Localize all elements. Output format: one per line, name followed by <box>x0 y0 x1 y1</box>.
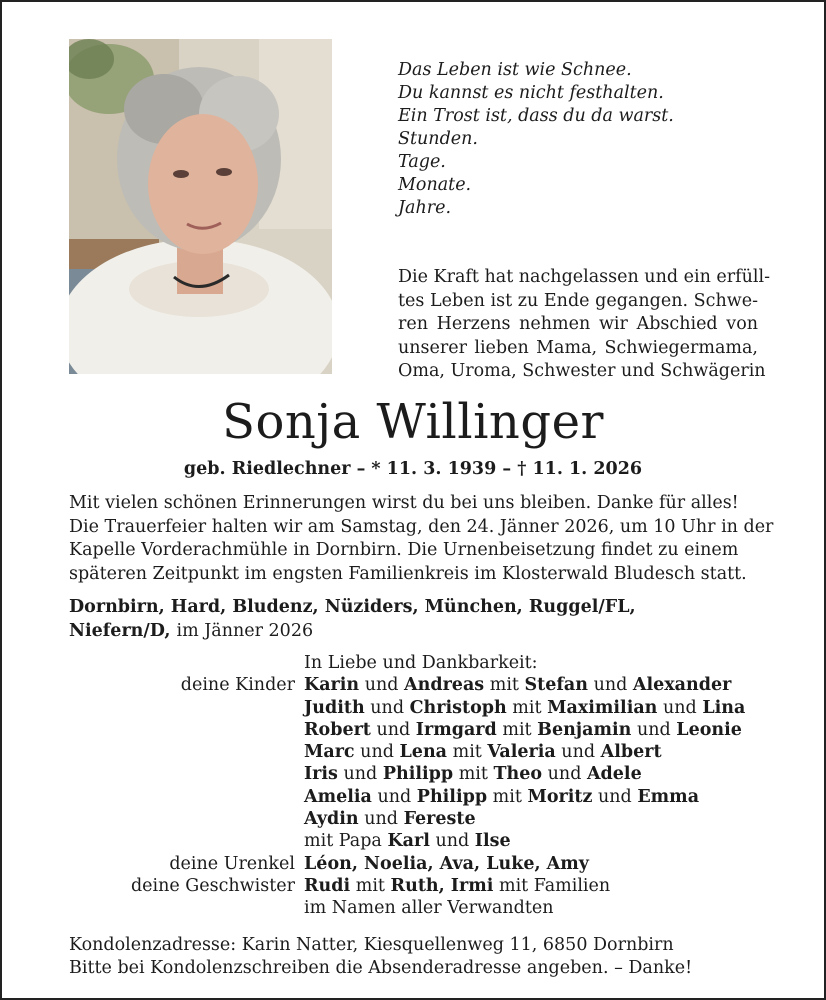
body-line: Mit vielen schönen Erinnerungen wirst du bei uns bleiben. Danke für alles! <box>69 493 739 513</box>
places-date: im Jänner 2026 <box>176 621 314 641</box>
places-line: Dornbirn, Hard, Bludenz, Nüziders, München, Ruggel/FL, <box>69 597 636 617</box>
poem-line: Jahre. <box>398 198 452 218</box>
poem-line: Du kannst es nicht festhalten. <box>398 83 664 103</box>
intro-line: ren Herzens nehmen wir Abschied von <box>398 314 758 334</box>
body-text <box>69 492 774 586</box>
urenkel-names: Léon, Noelia, Ava, Luke, Amy <box>304 853 589 874</box>
places <box>69 595 636 643</box>
body-line: Die Trauerfeier halten wir am Samstag, den 24. Jänner 2026, um 10 Uhr in der <box>69 516 774 537</box>
family-line: Iris und Philipp mit Theo und Adele <box>304 764 642 785</box>
footer <box>69 934 692 980</box>
body-line: späteren Zeitpunkt im engsten Familienkreis im Klosterwald Bludesch statt. <box>69 563 747 584</box>
intro-line: tes Leben ist zu Ende gegangen. Schwe- <box>398 290 758 311</box>
urenkel-label: deine Urenkel <box>169 853 295 874</box>
geschwister-names: Rudi mit Ruth, Irmi mit Familien <box>304 875 611 896</box>
intro-text <box>398 266 770 384</box>
verwandte-line: im Namen aller Verwandten <box>304 898 554 919</box>
poem-line: Monate. <box>398 175 472 195</box>
family-line: Amelia und Philipp mit Moritz und Emma <box>304 786 700 807</box>
poem-line: Tage. <box>398 152 446 172</box>
mourners-heading: In Liebe und Dankbarkeit: <box>304 653 538 673</box>
family-line: Karin und Andreas mit Stefan und Alexander <box>304 675 732 696</box>
kinder-label: deine Kinder <box>180 675 295 696</box>
family-line: Robert und Irmgard mit Benjamin und Leonie <box>304 719 742 740</box>
intro-line: Die Kraft hat nachgelassen und ein erfüll- <box>398 267 770 287</box>
deceased-name: Sonja Willinger <box>222 394 604 450</box>
family-line: Aydin und Fereste <box>304 809 476 830</box>
intro-line: unserer lieben Mama, Schwiegermama, <box>398 337 758 358</box>
mourners <box>0 652 826 920</box>
places-line: Niefern/D, <box>69 621 171 641</box>
portrait-photo <box>69 39 332 374</box>
poem-line: Stunden. <box>398 129 478 149</box>
family-line: Marc und Lena mit Valeria und Albert <box>304 742 662 763</box>
condolence-address: Kondolenzadresse: Karin Natter, Kiesquellenweg 11, 6850 Dornbirn <box>69 935 674 955</box>
body-line: Kapelle Vorderachmühle in Dornbirn. Die Urnenbeisetzung findet zu einem <box>69 540 739 560</box>
papa-line: mit Papa Karl und Ilse <box>304 831 511 852</box>
geschwister-label: deine Geschwister <box>130 875 295 896</box>
birth-death-dates: geb. Riedlechner – * 11. 3. 1939 – † 11. 1. 2026 <box>183 459 643 479</box>
family-line: Judith und Christoph mit Maximilian und Lina <box>304 697 746 718</box>
portrait-illustration <box>69 39 332 374</box>
poem-line: Das Leben ist wie Schnee. <box>398 60 632 80</box>
intro-line: Oma, Uroma, Schwester und Schwägerin <box>398 361 766 381</box>
condolence-note: Bitte bei Kondolenzschreiben die Absenderadresse angeben. – Danke! <box>69 958 693 978</box>
poem-line: Ein Trost ist, dass du da warst. <box>398 106 674 126</box>
poem <box>398 59 674 220</box>
